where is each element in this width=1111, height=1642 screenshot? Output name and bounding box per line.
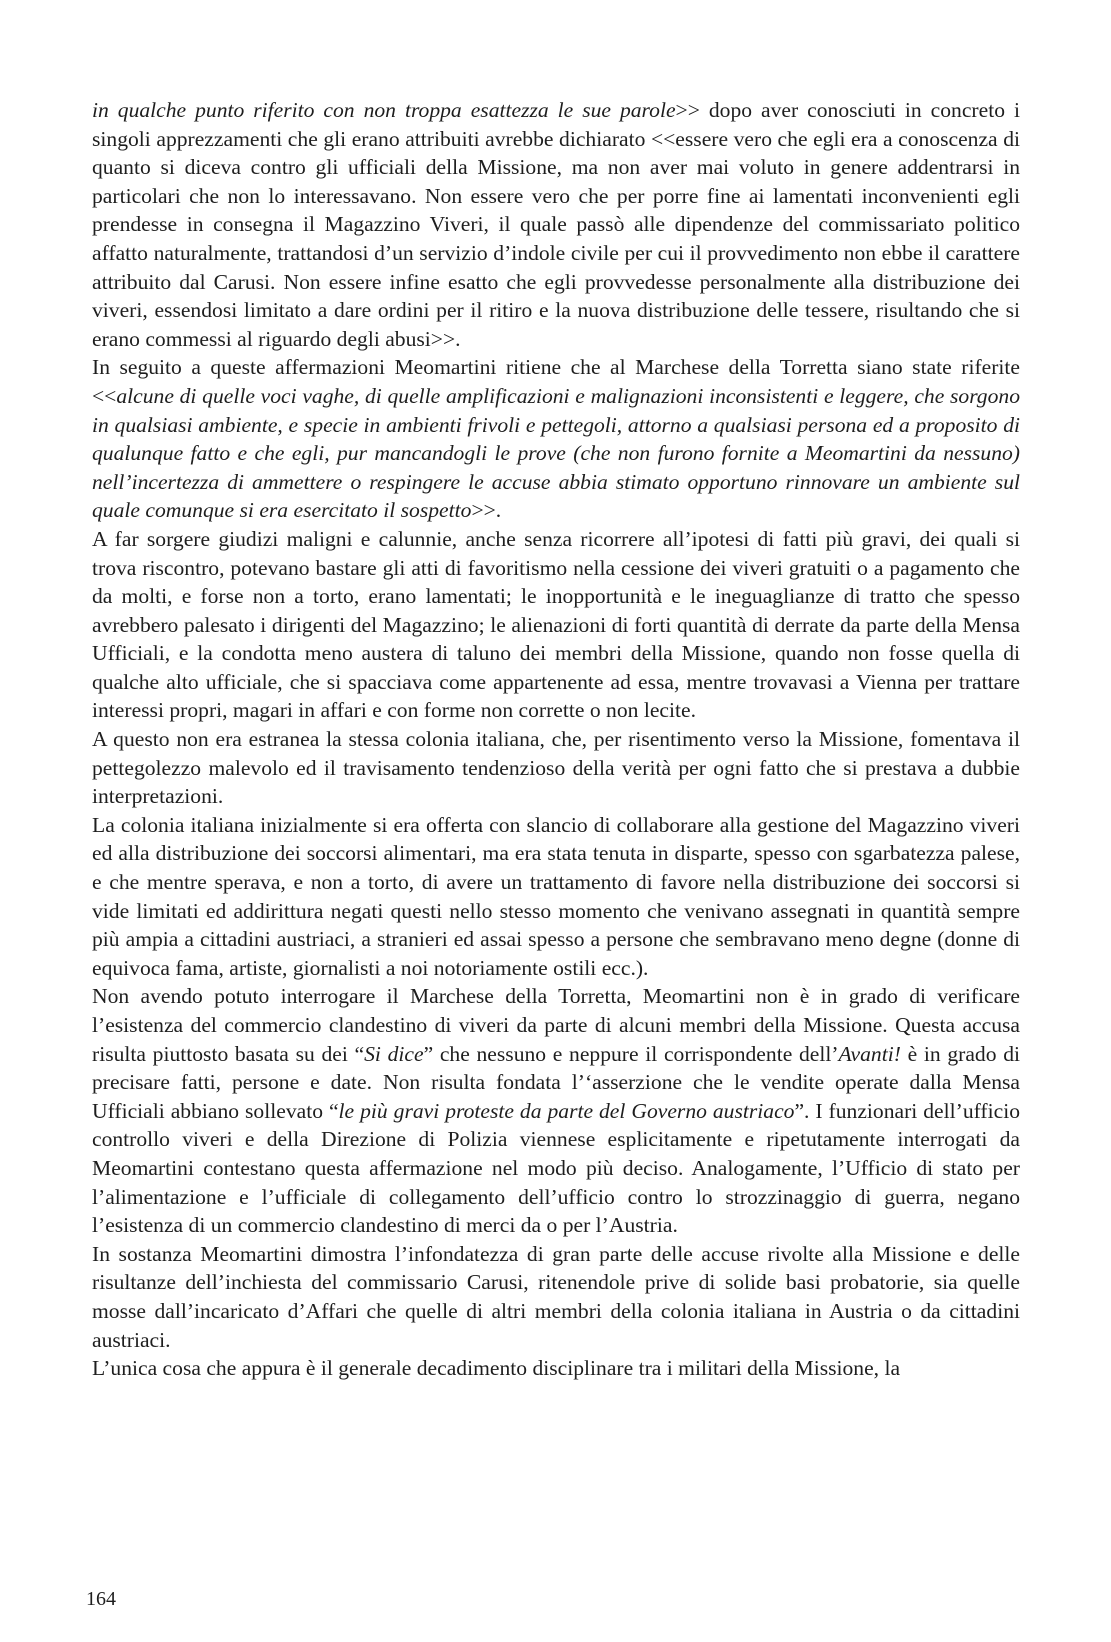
paragraph <box>92 525 1020 725</box>
text-run: ” che nessuno e neppure il corrispondente dell’ <box>423 1041 839 1066</box>
paragraph <box>92 811 1020 983</box>
text-run: >>. <box>471 498 502 523</box>
paragraph <box>92 1240 1020 1354</box>
text-run: >> dopo aver conosciuti in concreto i singoli apprezzamenti che gli erano attribuiti avrebbe dichiarato <<essere vero che egli era a conoscenza di quanto si diceva contro gli ufficiali della Missione, ma non aver mai voluto in genere addentrarsi in particolari che non lo interessavano. Non essere vero che per porre fine ai lamentati inconvenienti egli prendesse in consegna il Magazzino Viveri, il quale passò alle dipendenze del commissariato politico affatto naturalmente, trattandosi d’un servizio d’indole civile per cui il provvedimento non ebbe il carattere attribuito dal Carusi. Non essere infine esatto che egli provvedesse personalmente alla distribuzione dei viveri, essendosi limitato a dare ordini per il ritiro e la nuova distribuzione delle tessere, risultando che si erano commessi al riguardo degli abusi>>. <box>92 98 1020 351</box>
text-run: A far sorgere giudizi maligni e calunnie, anche senza ricorrere all’ipotesi di fatti più gravi, dei quali si trova riscontro, potevano bastare gli atti di favoritismo nella cessione dei viveri gratuiti o a pagamento che da molti, e forse non a torto, erano lamentati; le inopportunità e le ineguaglianze di tratto che spesso avrebbero palesato i dirigenti del Magazzino; le alienazioni di forti quantità di derrate da parte della Mensa Ufficiali, e la condotta meno austera di taluno dei membri della Missione, quando non fosse quella di qualche alto ufficiale, che si spacciava come appartenente ad essa, mentre trovavasi a Vienna per trattare interessi propri, magari in affari e con forme non corrette o non lecite. <box>92 526 1020 723</box>
paragraph <box>92 353 1020 525</box>
page-number: 164 <box>86 1588 116 1610</box>
paragraph <box>92 725 1020 811</box>
italic-text-run: Si dice <box>364 1041 424 1066</box>
text-run: ”. I funzionari dell’ufficio controllo viveri e della Direzione di Polizia viennese esplicitamente e ripetutamente interrogati da Meomartini contestano questa affermazione nel modo più deciso. Analogamente, l’Ufficio di stato per l’alimentazione e l’ufficiale di collegamento dell’ufficio contro lo strozzinaggio di guerra, negano l’esistenza di un commercio clandestino di merci da o per l’Austria. <box>92 1098 1020 1238</box>
italic-text-run: le più gravi proteste da parte del Governo austriaco <box>338 1098 795 1123</box>
text-run: L’unica cosa che appura è il generale decadimento disciplinare tra i militari della Missione, la <box>92 1356 901 1381</box>
text-run: Non avendo potuto interrogare il Marchese della Torretta, Meomartini non è in grado di verificare l’esistenza del commercio clandestino di viveri da parte di alcuni membri della Missione. Questa accusa risulta piuttosto basata su dei “ <box>92 984 1020 1066</box>
text-run: La colonia italiana inizialmente si era offerta con slancio di collaborare alla gestione del Magazzino viveri ed alla distribuzione dei soccorsi alimentari, ma era stata tenuta in disparte, spesso con sgarbatezza palese, e che mentre sperava, e non a torto, di avere un trattamento di favore nella distribuzione dei soccorsi si vide limitati ed addirittura negati questi nello stesso momento che venivano assegnati in quantità sempre più ampia a cittadini austriaci, a stranieri ed assai spesso a persone che sembravano meno degne (donne di equivoca fama, artiste, giornalisti a noi notoriamente ostili ecc.). <box>92 812 1020 980</box>
paragraph <box>92 96 1020 353</box>
italic-text-run: Avanti! <box>838 1041 901 1066</box>
text-run: In sostanza Meomartini dimostra l’infondatezza di gran parte delle accuse rivolte alla Missione e delle risultanze dell’inchiesta del commissario Carusi, ritenendole prive di solide basi probatorie, sia quelle mosse dall’incaricato d’Affari che quelle di altri membri della colonia italiana in Austria o da cittadini austriaci. <box>92 1241 1020 1352</box>
body-text <box>92 96 1020 1383</box>
italic-text-run: alcune di quelle voci vaghe, di quelle amplificazioni e malignazioni inconsistenti e leggere, che sorgono in qualsiasi ambiente, e specie in ambienti frivoli e pettegoli, attorno a qualsiasi persona ed a proposito di qualunque fatto e che egli, pur mancandogli le prove (che non furono fornite a Meomartini da nessuno) nell’incertezza di ammettere o respingere le accuse abbia stimato opportuno rinnovare un ambiente sul quale comunque si era esercitato il sospetto <box>92 383 1020 523</box>
italic-text-run: in qualche punto riferito con non troppa esattezza le sue parole <box>92 98 676 122</box>
text-run: A questo non era estranea la stessa colonia italiana, che, per risentimento verso la Missione, fomentava il pettegolezzo malevolo ed il travisamento tendenzioso della verità per ogni fatto che si prestava a dubbie interpretazioni. <box>92 727 1020 809</box>
text-run: In seguito a queste affermazioni Meomartini ritiene che al Marchese della Torretta siano state riferite << <box>92 355 1020 408</box>
paragraph <box>92 1354 1020 1383</box>
text-run: è in grado di precisare fatti, persone e date. Non risulta fondata l’‘asserzione che le vendite operate dalla Mensa Ufficiali abbiano sollevato “ <box>92 1041 1020 1123</box>
paragraph <box>92 982 1020 1239</box>
